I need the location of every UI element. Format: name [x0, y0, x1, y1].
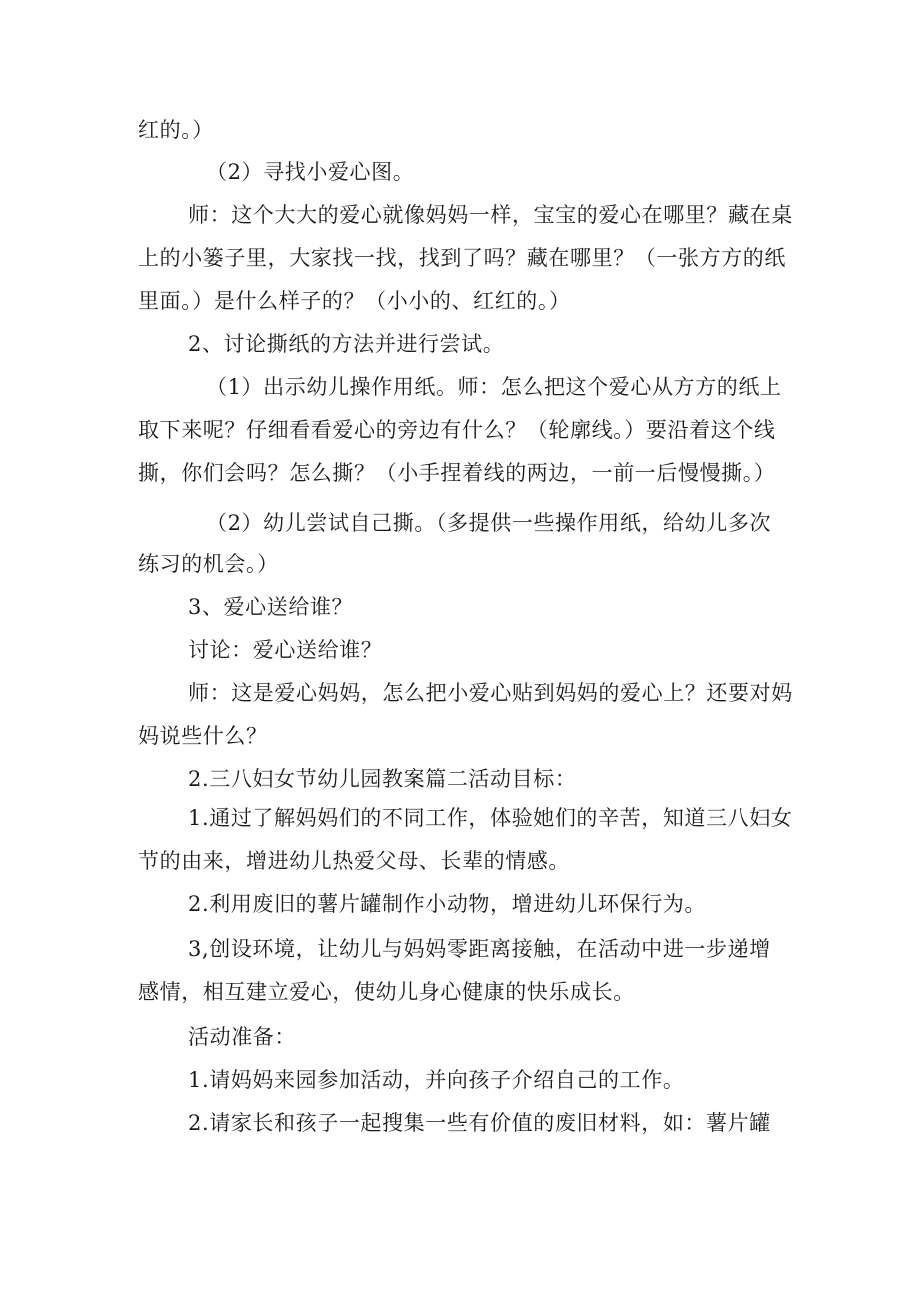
- text-line: 活动准备：: [188, 1025, 296, 1049]
- text-line: 1.通过了解妈妈们的不同工作，体验她们的辛苦，知道三八妇女: [188, 806, 793, 830]
- text-line: 红的。）: [138, 118, 214, 142]
- text-line: 师：这是爱心妈妈，怎么把小爱心贴到妈妈的爱心上？还要对妈: [188, 681, 793, 705]
- text-line: 节的由来，增进幼儿热爱父母、长辈的情感。: [138, 849, 570, 873]
- text-line: 上的小篓子里，大家找一找，找到了吗？藏在哪里？（一张方方的纸: [138, 246, 786, 270]
- text-line: 里面。）是什么样子的？（小小的、红红的。）: [138, 289, 571, 313]
- text-line: 3、爱心送给谁？: [188, 595, 354, 619]
- text-line: 2.请家长和孩子一起搜集一些有价值的废旧材料，如：薯片罐: [188, 1111, 771, 1135]
- text-line: 2.三八妇女节幼儿园教案篇二活动目标：: [188, 767, 577, 791]
- text-line: 师：这个大大的爱心就像妈妈一样，宝宝的爱心在哪里？藏在桌: [188, 203, 793, 227]
- text-line: 2.利用废旧的薯片罐制作小动物，增进幼儿环保行为。: [188, 892, 707, 916]
- text-line: 2、讨论撕纸的方法并进行尝试。: [188, 332, 505, 356]
- text-line: （2）寻找小爱心图。: [206, 160, 415, 184]
- text-line: 讨论：爱心送给谁？: [188, 638, 383, 662]
- text-line: 练习的机会。）: [138, 552, 279, 576]
- text-line: 撕，你们会吗？怎么撕？（小手捏着线的两边，一前一后慢慢撕。）: [138, 461, 776, 485]
- text-line: 3,创设环境，让幼儿与妈妈零距离接触，在活动中进一步递增: [188, 937, 771, 961]
- text-line: 妈说些什么？: [138, 724, 268, 748]
- text-line: （2）幼儿尝试自己撕。（多提供一些操作用纸，给幼儿多次: [206, 511, 772, 535]
- text-line: 取下来呢？仔细看看爱心的旁边有什么？（轮廓线。）要沿着这个线: [138, 418, 776, 442]
- text-line: 感情，相互建立爱心，使幼儿身心健康的快乐成长。: [138, 980, 635, 1004]
- text-line: （1）出示幼儿操作用纸。师：怎么把这个爱心从方方的纸上: [206, 375, 782, 399]
- text-line: 1.请妈妈来园参加活动，并向孩子介绍自己的工作。: [188, 1068, 685, 1092]
